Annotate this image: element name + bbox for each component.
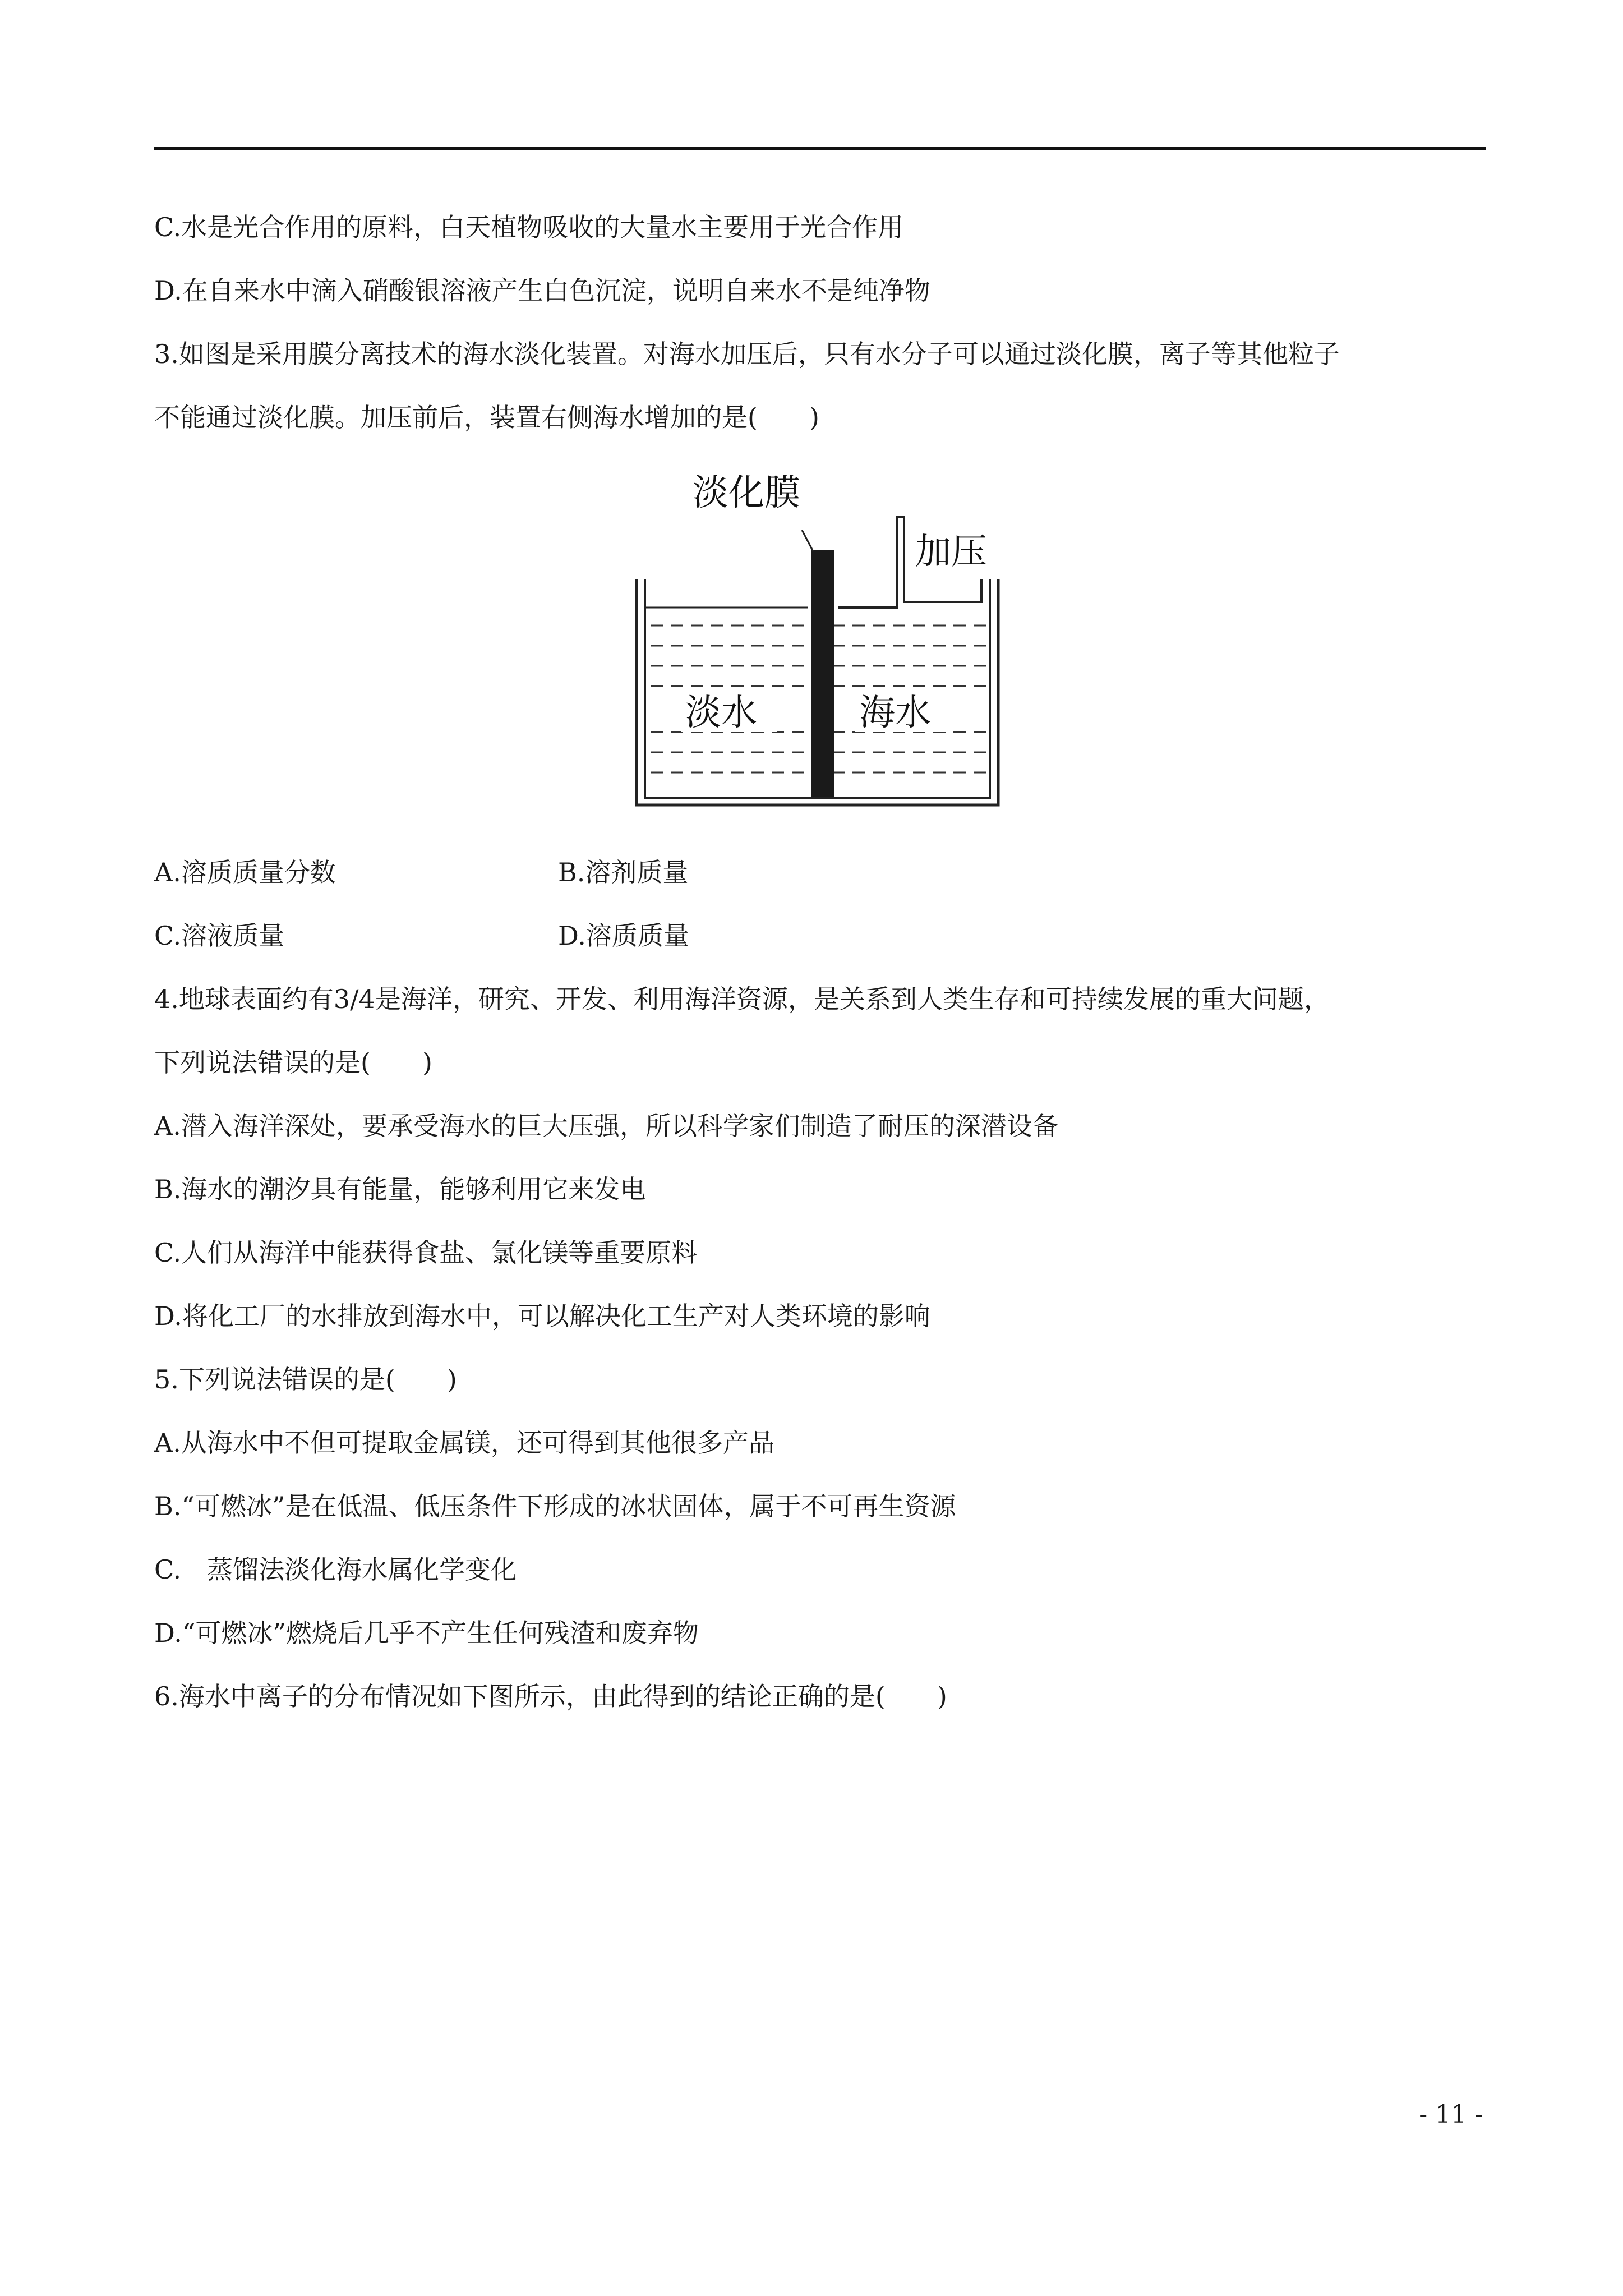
pressure-label: 加压 — [915, 531, 987, 573]
question-3-option-b: B.溶剂质量 — [558, 857, 689, 887]
fresh-water-label: 淡水 — [685, 692, 757, 734]
question-4-stem-line2: 下列说法错误的是( ) — [154, 1047, 432, 1078]
membrane-bar — [811, 550, 834, 797]
option-d-tap-water: D.在自来水中滴入硝酸银溶液产生白色沉淀，说明自来水不是纯净物 — [154, 275, 930, 306]
question-5-option-c: C. 蒸馏法淡化海水属化学变化 — [154, 1554, 517, 1585]
apparatus-diagram — [628, 468, 1009, 816]
membrane-label: 淡化膜 — [693, 472, 800, 514]
question-3-option-c: C.溶液质量 — [154, 921, 285, 951]
question-4-stem-line1: 4.地球表面约有3/4是海洋，研究、开发、利用海洋资源，是关系到人类生存和可持续发展的重大问题， — [154, 984, 1330, 1014]
question-4-option-c: C.人们从海洋中能获得食盐、氯化镁等重要原料 — [154, 1237, 698, 1268]
question-5-option-d: D.“可燃冰”燃烧后几乎不产生任何残渣和废弃物 — [154, 1618, 699, 1648]
question-5-stem: 5.下列说法错误的是( ) — [154, 1364, 457, 1395]
header-rule — [154, 147, 1486, 150]
seawater-label: 海水 — [859, 692, 931, 734]
page-number: - 11 - — [1419, 2100, 1483, 2129]
question-3-option-a: A.溶质质量分数 — [154, 857, 336, 887]
desalination-apparatus-figure — [628, 468, 1009, 816]
membrane-leader-line — [802, 530, 813, 551]
question-3-option-d: D.溶质质量 — [558, 921, 689, 951]
question-4-option-d: D.将化工厂的水排放到海水中，可以解决化工生产对人类环境的影响 — [154, 1301, 930, 1331]
question-5-option-a: A.从海水中不但可提取金属镁，还可得到其他很多产品 — [154, 1428, 774, 1458]
option-c-water-photosynthesis: C.水是光合作用的原料，白天植物吸收的大量水主要用于光合作用 — [154, 212, 904, 242]
question-6-stem: 6.海水中离子的分布情况如下图所示，由此得到的结论正确的是( ) — [154, 1681, 947, 1711]
question-5-option-b: B.“可燃冰”是在低温、低压条件下形成的冰状固体，属于不可再生资源 — [154, 1491, 956, 1521]
question-4-option-a: A.潜入海洋深处，要承受海水的巨大压强，所以科学家们制造了耐压的深潜设备 — [154, 1111, 1058, 1141]
question-3-stem-line2: 不能通过淡化膜。加压前后，装置右侧海水增加的是( ) — [154, 402, 819, 432]
question-4-option-b: B.海水的潮汐具有能量，能够利用它来发电 — [154, 1174, 646, 1204]
question-3-stem-line1: 3.如图是采用膜分离技术的海水淡化装置。对海水加压后，只有水分子可以通过淡化膜，离子等其他粒子 — [154, 339, 1340, 369]
